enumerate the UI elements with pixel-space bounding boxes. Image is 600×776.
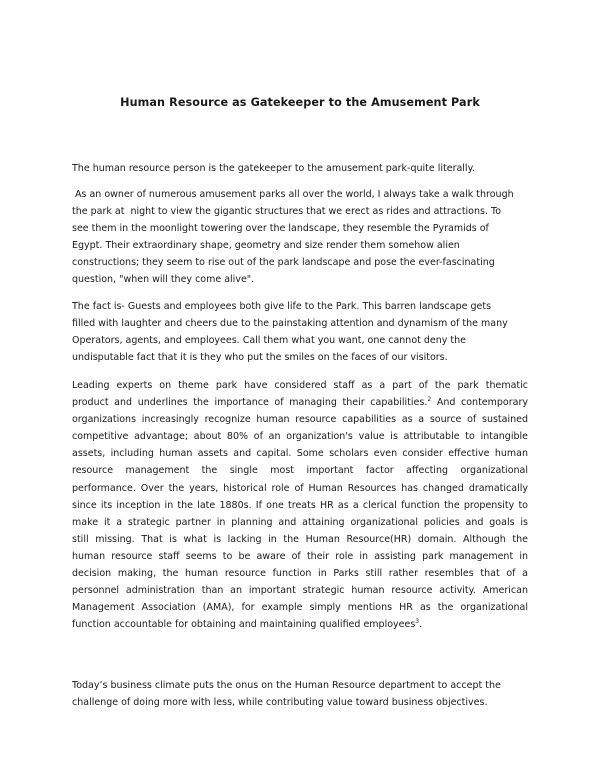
text-segment: . (419, 619, 423, 631)
text-line: As an owner of numerous amusement parks all over the world, I always take a walk through (72, 189, 514, 200)
text-segment: And contemporary (431, 397, 528, 409)
text-line: personnel administration than an important strategic human resource activity. American (72, 585, 528, 597)
paragraph-owner-walk (72, 186, 528, 289)
text-line: The fact is- Guests and employees both give life to the Park. This barren landscape gets (72, 301, 492, 312)
paragraph-hr-experts (72, 377, 528, 633)
text-line: challenge of doing more with less, while contributing value toward business objectives. (72, 697, 488, 709)
text-line: Egypt. Their extraordinary shape, geometry and size render them somehow alien (72, 240, 460, 252)
footnote-marker: 3 (415, 618, 420, 626)
text-line: constructions; they seem to rise out of the park landscape and pose the ever-fascinating (72, 257, 495, 269)
text-line: The human resource person is the gatekeeper to the amusement park-quite literally. (72, 163, 475, 174)
footnote-marker: 2 (427, 396, 432, 404)
text-line (72, 394, 528, 411)
text-line (72, 616, 528, 633)
text-line: resource management the single most important factor affecting organizational (72, 465, 528, 477)
text-line: filled with laughter and cheers due to the painstaking attention and dynamism of the many (72, 318, 508, 330)
paragraph-business-climate (72, 677, 528, 711)
text-segment: product and underlines the importance of managing their capabilities. (72, 397, 428, 409)
paragraph-guests-employees (72, 298, 528, 366)
text-line: since its inception in the late 1880s. If one treats HR as a clerical function the propensity to (72, 499, 528, 511)
text-line: question, "when will they come alive". (72, 274, 255, 286)
text-line: make it a strategic partner in planning and attaining organizational policies and goals is (72, 516, 528, 528)
text-line: the park at night to view the gigantic structures that we erect as rides and attractions. To (72, 206, 502, 218)
text-line: assets, including human assets and capital. Some scholars even consider effective human (72, 448, 528, 460)
text-line: Management Association (AMA), for example simply mentions HR as the organizational (72, 602, 528, 614)
text-line: Operators, agents, and employees. Call them what you want, one cannot deny the (72, 335, 467, 347)
text-line: organizations increasingly recognize human resource capabilities as a source of sustained (72, 414, 528, 426)
text-line: see them in the moonlight towering over the landscape, they resemble the Pyramids of (72, 223, 489, 235)
text-line: human resource staff seems to be aware of their role in assisting park management in (72, 550, 528, 562)
text-line: undisputable fact that it is they who put the smiles on the faces of our visitors. (72, 352, 448, 364)
document-title: Human Resource as Gatekeeper to the Amusement Park (120, 96, 480, 109)
text-line: Leading experts on theme park have considered staff as a part of the park thematic (72, 380, 528, 391)
text-line: Today’s business climate puts the onus on the Human Resource department to accept the (72, 680, 501, 691)
text-segment: function accountable for obtaining and maintaining qualified employees (72, 619, 416, 631)
text-line: still missing. That is what is lacking in the Human Resource(HR) domain. Although the (72, 533, 528, 545)
text-line: performance. Over the years, historical role of Human Resources has changed dramatically (72, 482, 528, 494)
paragraph-intro (72, 160, 528, 177)
text-line: decision making, the human resource function in Parks still rather resembles that of a (72, 568, 528, 580)
text-line: competitive advantage; about 80% of an organization's value is attributable to intangible (72, 431, 528, 443)
